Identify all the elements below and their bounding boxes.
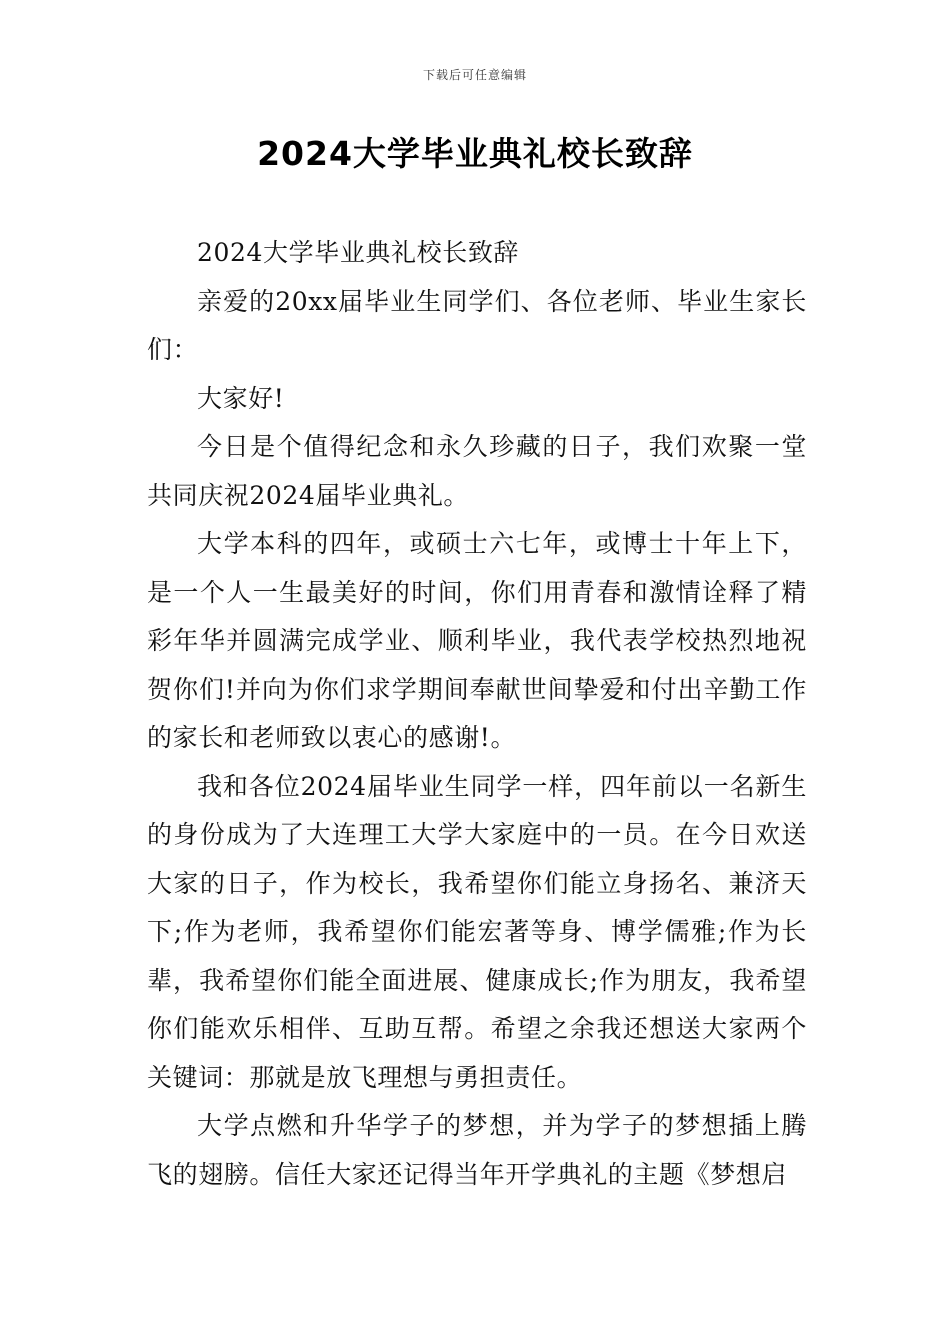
paragraph-body: 大学点燃和升华学子的梦想，并为学子的梦想插上腾飞的翅膀。信任大家还记得当年开学典礼的主题《梦想启 <box>147 1111 807 1189</box>
paragraph-subtitle: 2024大学毕业典礼校长致辞 <box>197 238 520 267</box>
document-title: 2024大学毕业典礼校长致辞 <box>257 134 693 173</box>
paragraph-salutation: 亲爱的20xx届毕业生同学们、各位老师、毕业生家长们： <box>147 286 807 364</box>
paragraph-greeting: 大家好! <box>197 383 285 413</box>
document-body <box>147 229 807 1199</box>
paragraph-body: 大学本科的四年，或硕士六七年，或博士十年上下，是一个人一生最美好的时间，你们用青春和激情诠释了精彩年华并圆满完成学业、顺利毕业，我代表学校热烈地祝贺你们!并向为你们求学期间奉献世间挚爱和付出辛勤工作的家长和老师致以衷心的感谢!。 <box>147 529 807 752</box>
paragraph-body: 今日是个值得纪念和永久珍藏的日子，我们欢聚一堂共同庆祝2024届毕业典礼。 <box>147 432 807 510</box>
paragraph-body: 我和各位2024届毕业生同学一样，四年前以一名新生的身份成为了大连理工大学大家庭中的一员。在今日欢送大家的日子，作为校长，我希望你们能立身扬名、兼济天下;作为老师，我希望你们能宏著等身、博学儒雅;作为长辈，我希望你们能全面进展、健康成长;作为朋友，我希望你们能欢乐相伴、互助互帮。希望之余我还想送大家两个关键词：那就是放飞理想与勇担责任。 <box>147 771 807 1092</box>
header-note: 下载后可任意编辑 <box>422 68 527 82</box>
